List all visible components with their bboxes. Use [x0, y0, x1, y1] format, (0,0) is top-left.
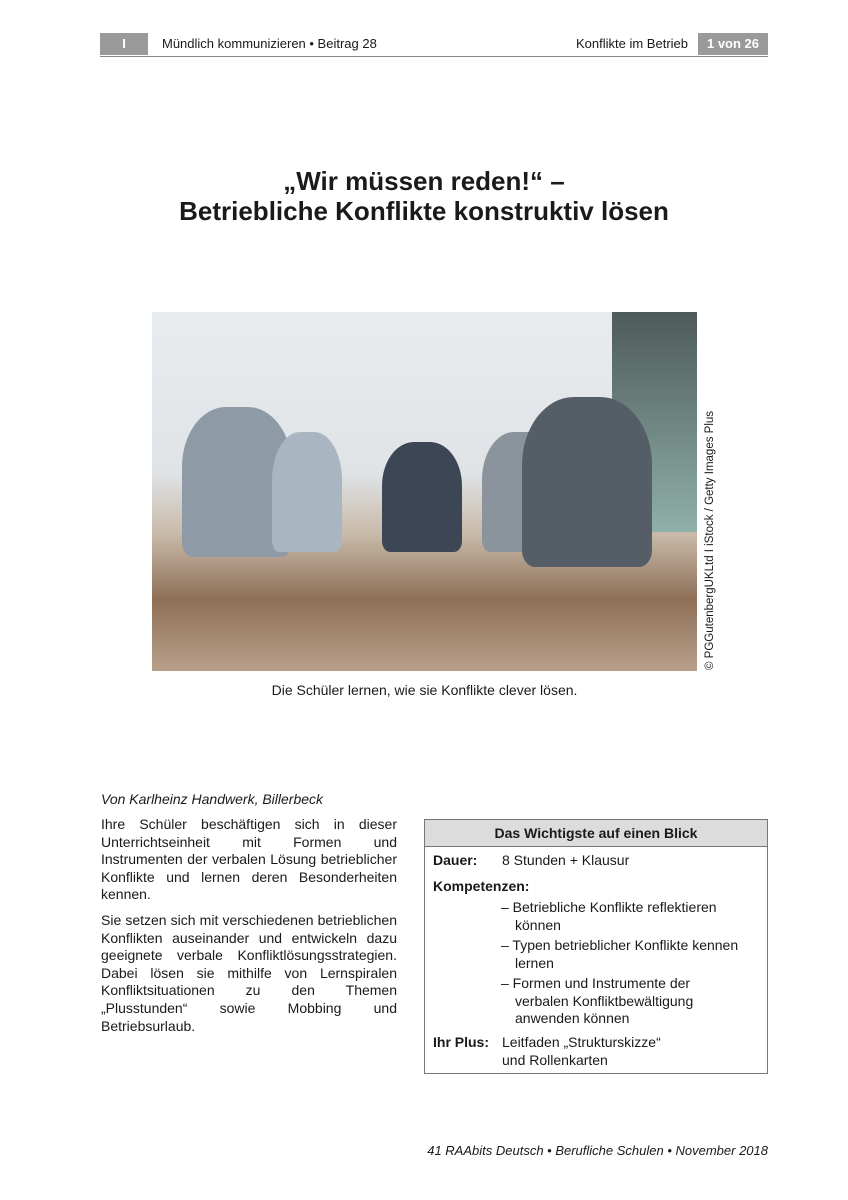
title-line-1: „Wir müssen reden!“ – [283, 166, 565, 196]
competency-item: – Betriebliche Konflikte reflektieren können [501, 899, 717, 933]
page-header [100, 33, 768, 57]
paragraph: Sie setzen sich mit verschiedenen betrieblichen Konflikten auseinander und entwickeln dazu geeignete verbale Konfliktlösungsstrategien. Dabei lösen sie mithilfe von Lernspiralen Konfliktsituationen zu den Themen „Plusstunden“ sowie Mobbing und Betriebsurlaub. [101, 911, 397, 1034]
photo-credit: © PGGutenbergUKLtd I iStock / Getty Images Plus [704, 410, 716, 670]
section-badge: I [100, 33, 148, 55]
title-line-2: Betriebliche Konflikte konstruktiv lösen [179, 196, 669, 226]
page-number-badge: 1 von 26 [698, 33, 768, 55]
page-footer: 41 RAAbits Deutsch • Berufliche Schulen • November 2018 [427, 1143, 768, 1158]
topic-label: Konflikte im Betrieb [576, 36, 688, 51]
paragraph: Ihre Schüler beschäftigen sich in dieser Unterrichtseinheit mit Formen und Instrumenten der verbalen Lösung betrieblicher Konflikte und lernen deren Besonderheiten kennen. [101, 816, 397, 903]
competency-item: – Formen und Instrumente der verbalen Konfliktbewältigung anwenden können [501, 975, 694, 1027]
competencies-label: Kompetenzen: [433, 878, 530, 894]
duration-value: 8 Stunden + Klausur [502, 852, 630, 868]
page-title [0, 166, 848, 226]
breadcrumb: Mündlich kommunizieren • Beitrag 28 [162, 36, 377, 51]
duration-label: Dauer: [433, 852, 478, 868]
overview-heading: Das Wichtigste auf einen Blick [425, 820, 767, 847]
author-line: Von Karlheinz Handwerk, Billerbeck [101, 791, 324, 807]
competency-item: – Typen betrieblicher Konflikte kennen lernen [501, 937, 739, 971]
photo-caption: Die Schüler lernen, wie sie Konflikte clever lösen. [271, 682, 578, 698]
photo-person [522, 397, 652, 567]
meeting-photo [152, 312, 697, 671]
plus-value-line-2: und Rollenkarten [502, 1052, 608, 1068]
intro-text [101, 816, 397, 1043]
overview-box [424, 819, 768, 1074]
photo-person [382, 442, 462, 552]
plus-label: Ihr Plus: [433, 1034, 490, 1050]
plus-value: Leitfaden „Strukturskizze“ [502, 1034, 661, 1050]
photo-person [272, 432, 342, 552]
